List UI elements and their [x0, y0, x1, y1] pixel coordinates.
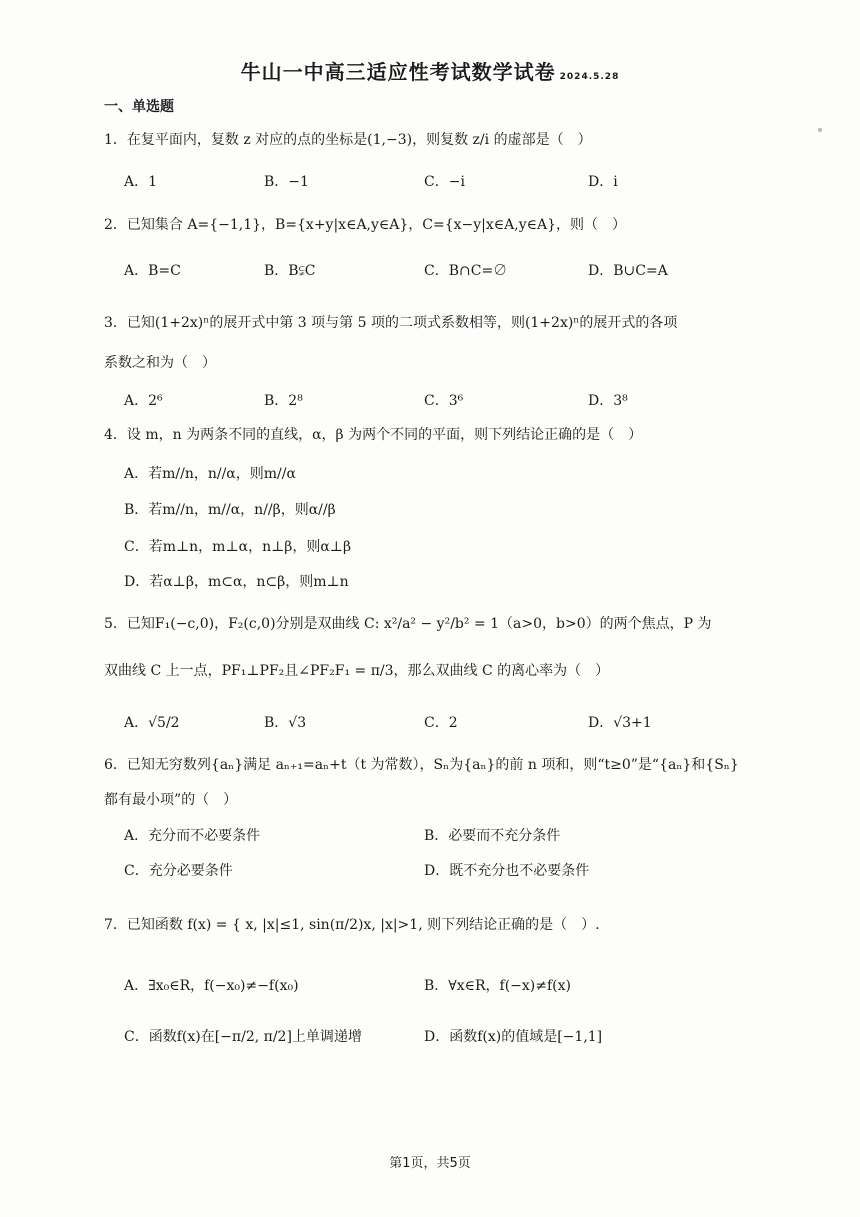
q3-option-c: C．3⁶: [424, 393, 464, 409]
q1-option-c: C．−i: [424, 174, 465, 190]
question-5-stem-line2: 双曲线 C 上一点，PF₁⊥PF₂且∠PF₂F₁ = π/3，那么双曲线 C 的离心率为（ ）: [104, 663, 610, 679]
q6-option-d: D．既不充分也不必要条件: [424, 863, 590, 879]
q6-option-b: B．必要而不充分条件: [424, 828, 561, 844]
q5-option-d: D．√3+1: [588, 715, 652, 731]
q2-option-a: A．B=C: [124, 263, 181, 279]
scan-speck: [818, 128, 822, 132]
exam-date: 2024.5.28: [559, 72, 620, 82]
q7-option-c: C．函数f(x)在[−π/2, π/2]上单调递增: [124, 1029, 362, 1045]
exam-title: [0, 56, 860, 85]
question-4-stem: 4．设 m，n 为两条不同的直线，α，β 为两个不同的平面，则下列结论正确的是（ ）: [104, 427, 643, 443]
q1-option-a: A．1: [124, 174, 158, 190]
q4-option-d: D．若α⊥β，m⊂α，n⊂β，则m⊥n: [124, 574, 349, 590]
q5-option-a: A．√5/2: [124, 715, 180, 731]
page-footer: 第1页，共5页: [389, 1156, 471, 1171]
q7-option-a: A．∃x₀∈R，f(−x₀)≠−f(x₀): [124, 978, 299, 994]
title-text: 牛山一中高三适应性考试数学试卷: [240, 60, 556, 84]
q4-option-a: A．若m//n，n//α，则m//α: [124, 466, 296, 482]
q2-option-c: C．B∩C=∅: [424, 263, 508, 279]
question-7-stem: 7．已知函数 f(x) = { x, |x|≤1, sin(π/2)x, |x|>1, 则下列结论正确的是（ ）.: [104, 917, 600, 933]
q2-option-b: B．B⫋C: [264, 263, 316, 279]
question-3-stem-line1: 3．已知(1+2x)ⁿ的展开式中第 3 项与第 5 项的二项式系数相等，则(1+2x)ⁿ的展开式的各项: [104, 315, 678, 331]
q5-option-b: B．√3: [264, 715, 307, 731]
section-heading: 一、单选题: [104, 99, 174, 115]
q3-option-b: B．2⁸: [264, 393, 303, 409]
question-5-stem-line1: 5．已知F₁(−c,0)，F₂(c,0)分别是双曲线 C: x²/a² − y²/b² = 1（a>0，b>0）的两个焦点，P 为: [104, 616, 712, 632]
q1-option-b: B．−1: [264, 174, 309, 190]
q6-option-c: C．充分必要条件: [124, 863, 233, 879]
q7-option-d: D．函数f(x)的值域是[−1,1]: [424, 1029, 603, 1045]
q4-option-c: C．若m⊥n，m⊥α，n⊥β，则α⊥β: [124, 539, 352, 555]
q2-option-d: D．B∪C=A: [588, 263, 668, 279]
question-6-stem-line1: 6．已知无穷数列{aₙ}满足 aₙ₊₁=aₙ+t（t 为常数），Sₙ为{aₙ}的前 n 项和，则“t≥0”是“{aₙ}和{Sₙ}: [104, 757, 739, 773]
q1-option-d: D．i: [588, 174, 618, 190]
q3-option-a: A．2⁶: [124, 393, 163, 409]
question-1-stem: 1．在复平面内，复数 z 对应的点的坐标是(1,−3)，则复数 z/i 的虚部是（ ）: [104, 132, 592, 148]
q6-option-a: A．充分而不必要条件: [124, 828, 261, 844]
q7-option-b: B．∀x∈R，f(−x)≠f(x): [424, 978, 571, 994]
q4-option-b: B．若m//n，m//α，n//β，则α//β: [124, 502, 336, 518]
q3-option-d: D．3⁸: [588, 393, 628, 409]
q5-option-c: C．2: [424, 715, 458, 731]
question-3-stem-line2: 系数之和为（ ）: [104, 355, 216, 371]
question-2-stem: 2．已知集合 A={−1,1}，B={x+y|x∈A,y∈A}，C={x−y|x∈A,y∈A}，则（ ）: [104, 217, 627, 233]
question-6-stem-line2: 都有最小项”的（ ）: [104, 792, 238, 808]
